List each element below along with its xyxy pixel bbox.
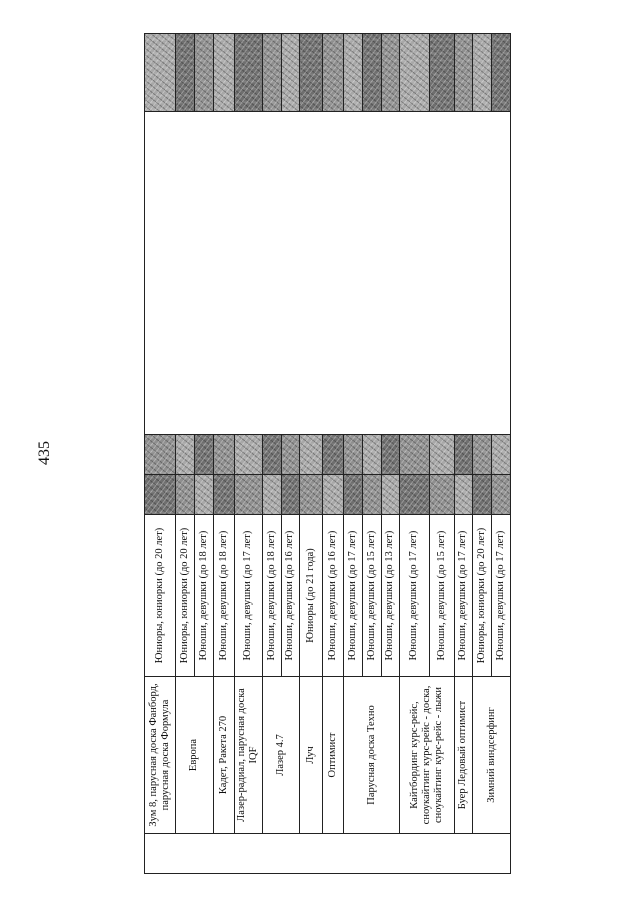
shaded-cell bbox=[300, 475, 323, 515]
shaded-cell bbox=[262, 435, 281, 475]
shaded-cell bbox=[429, 475, 454, 515]
shaded-cell bbox=[234, 475, 262, 515]
shaded-cell bbox=[145, 435, 176, 475]
shaded-cell bbox=[176, 435, 195, 475]
page-number: 435 bbox=[36, 441, 53, 465]
shaded-cell bbox=[381, 475, 400, 515]
shaded-cell bbox=[381, 435, 400, 475]
shaded-cell bbox=[492, 475, 511, 515]
table-row bbox=[145, 34, 176, 874]
shaded-cell bbox=[281, 34, 300, 112]
shaded-cell bbox=[492, 34, 511, 112]
boat-class-cell: Кайтбординг курс-рейс, сноукайтинг курс-рейс - доска, сноукайтинг курс-рейс - лыжи bbox=[400, 677, 454, 834]
shaded-cell bbox=[473, 475, 492, 515]
boat-class-cell: Буер Ледовый оптимист bbox=[454, 677, 473, 834]
blank-left-column bbox=[145, 834, 511, 874]
shaded-cell bbox=[492, 435, 511, 475]
age-group-cell: Юноши, девушки (до 17 лет) bbox=[234, 515, 262, 677]
shaded-cell bbox=[473, 34, 492, 112]
table-body bbox=[145, 34, 511, 874]
shaded-cell bbox=[213, 34, 234, 112]
shaded-cell bbox=[300, 435, 323, 475]
shaded-cell bbox=[323, 475, 344, 515]
age-group-cell: Юноши, девушки (до 15 лет) bbox=[362, 515, 381, 677]
boat-class-cell: Лазер-радиал, парусная доска IQF bbox=[234, 677, 262, 834]
shaded-cell bbox=[323, 34, 344, 112]
shaded-cell bbox=[400, 34, 429, 112]
shaded-cell bbox=[213, 475, 234, 515]
boat-class-cell: Зимний виндсерфинг bbox=[473, 677, 511, 834]
shaded-cell bbox=[262, 475, 281, 515]
shaded-cell bbox=[195, 475, 214, 515]
shaded-cell bbox=[344, 435, 363, 475]
shaded-cell bbox=[323, 435, 344, 475]
shaded-cell bbox=[195, 34, 214, 112]
shaded-cell bbox=[454, 435, 473, 475]
shaded-cell bbox=[213, 435, 234, 475]
boat-class-cell: Кадет, Ракета 270 bbox=[213, 677, 234, 834]
shaded-cell bbox=[429, 34, 454, 112]
age-group-cell: Юноши, девушки (до 17 лет) bbox=[344, 515, 363, 677]
shaded-cell bbox=[473, 435, 492, 475]
age-group-cell: Юниоры, юниорки (до 20 лет) bbox=[176, 515, 195, 677]
boat-class-cell: Зум 8, парусная доска Фанборд, парусная доска Формула bbox=[145, 677, 176, 834]
shaded-cell bbox=[381, 34, 400, 112]
shaded-cell bbox=[176, 475, 195, 515]
shaded-cell bbox=[300, 34, 323, 112]
shaded-cell bbox=[344, 475, 363, 515]
shaded-cell bbox=[234, 34, 262, 112]
shaded-cell bbox=[344, 34, 363, 112]
shaded-cell bbox=[234, 435, 262, 475]
age-group-cell: Юниоры (до 21 года) bbox=[300, 515, 323, 677]
shaded-cell bbox=[281, 475, 300, 515]
shaded-cell bbox=[454, 34, 473, 112]
blank-wide-column bbox=[145, 112, 511, 435]
shaded-cell bbox=[281, 435, 300, 475]
age-group-cell: Юноши, девушки (до 17 лет) bbox=[454, 515, 473, 677]
shaded-cell bbox=[362, 34, 381, 112]
boat-class-cell: Оптимист bbox=[323, 677, 344, 834]
age-group-cell: Юноши, девушки (до 17 лет) bbox=[400, 515, 429, 677]
age-group-cell: Юниоры, юниорки (до 20 лет) bbox=[473, 515, 492, 677]
age-group-cell: Юноши, девушки (до 13 лет) bbox=[381, 515, 400, 677]
age-group-cell: Юноши, девушки (до 18 лет) bbox=[262, 515, 281, 677]
boat-class-cell: Лазер 4.7 bbox=[262, 677, 300, 834]
shaded-cell bbox=[400, 475, 429, 515]
rotated-table-wrapper bbox=[144, 34, 511, 874]
shaded-cell bbox=[145, 475, 176, 515]
shaded-cell bbox=[454, 475, 473, 515]
age-group-cell: Юноши, девушки (до 18 лет) bbox=[213, 515, 234, 677]
age-group-cell: Юниоры, юниорки (до 20 лет) bbox=[145, 515, 176, 677]
shaded-cell bbox=[362, 435, 381, 475]
boat-class-cell: Европа bbox=[176, 677, 214, 834]
shaded-cell bbox=[195, 435, 214, 475]
shaded-cell bbox=[145, 34, 176, 112]
age-group-cell: Юноши, девушки (до 15 лет) bbox=[429, 515, 454, 677]
sailing-classes-table bbox=[144, 33, 511, 874]
shaded-cell bbox=[262, 34, 281, 112]
boat-class-cell: Парусная доска Техно bbox=[344, 677, 400, 834]
age-group-cell: Юноши, девушки (до 17 лет) bbox=[492, 515, 511, 677]
shaded-cell bbox=[362, 475, 381, 515]
age-group-cell: Юноши, девушки (до 16 лет) bbox=[323, 515, 344, 677]
age-group-cell: Юноши, девушки (до 18 лет) bbox=[195, 515, 214, 677]
age-group-cell: Юноши, девушки (до 16 лет) bbox=[281, 515, 300, 677]
shaded-cell bbox=[429, 435, 454, 475]
shaded-cell bbox=[176, 34, 195, 112]
boat-class-cell: Луч bbox=[300, 677, 323, 834]
shaded-cell bbox=[400, 435, 429, 475]
